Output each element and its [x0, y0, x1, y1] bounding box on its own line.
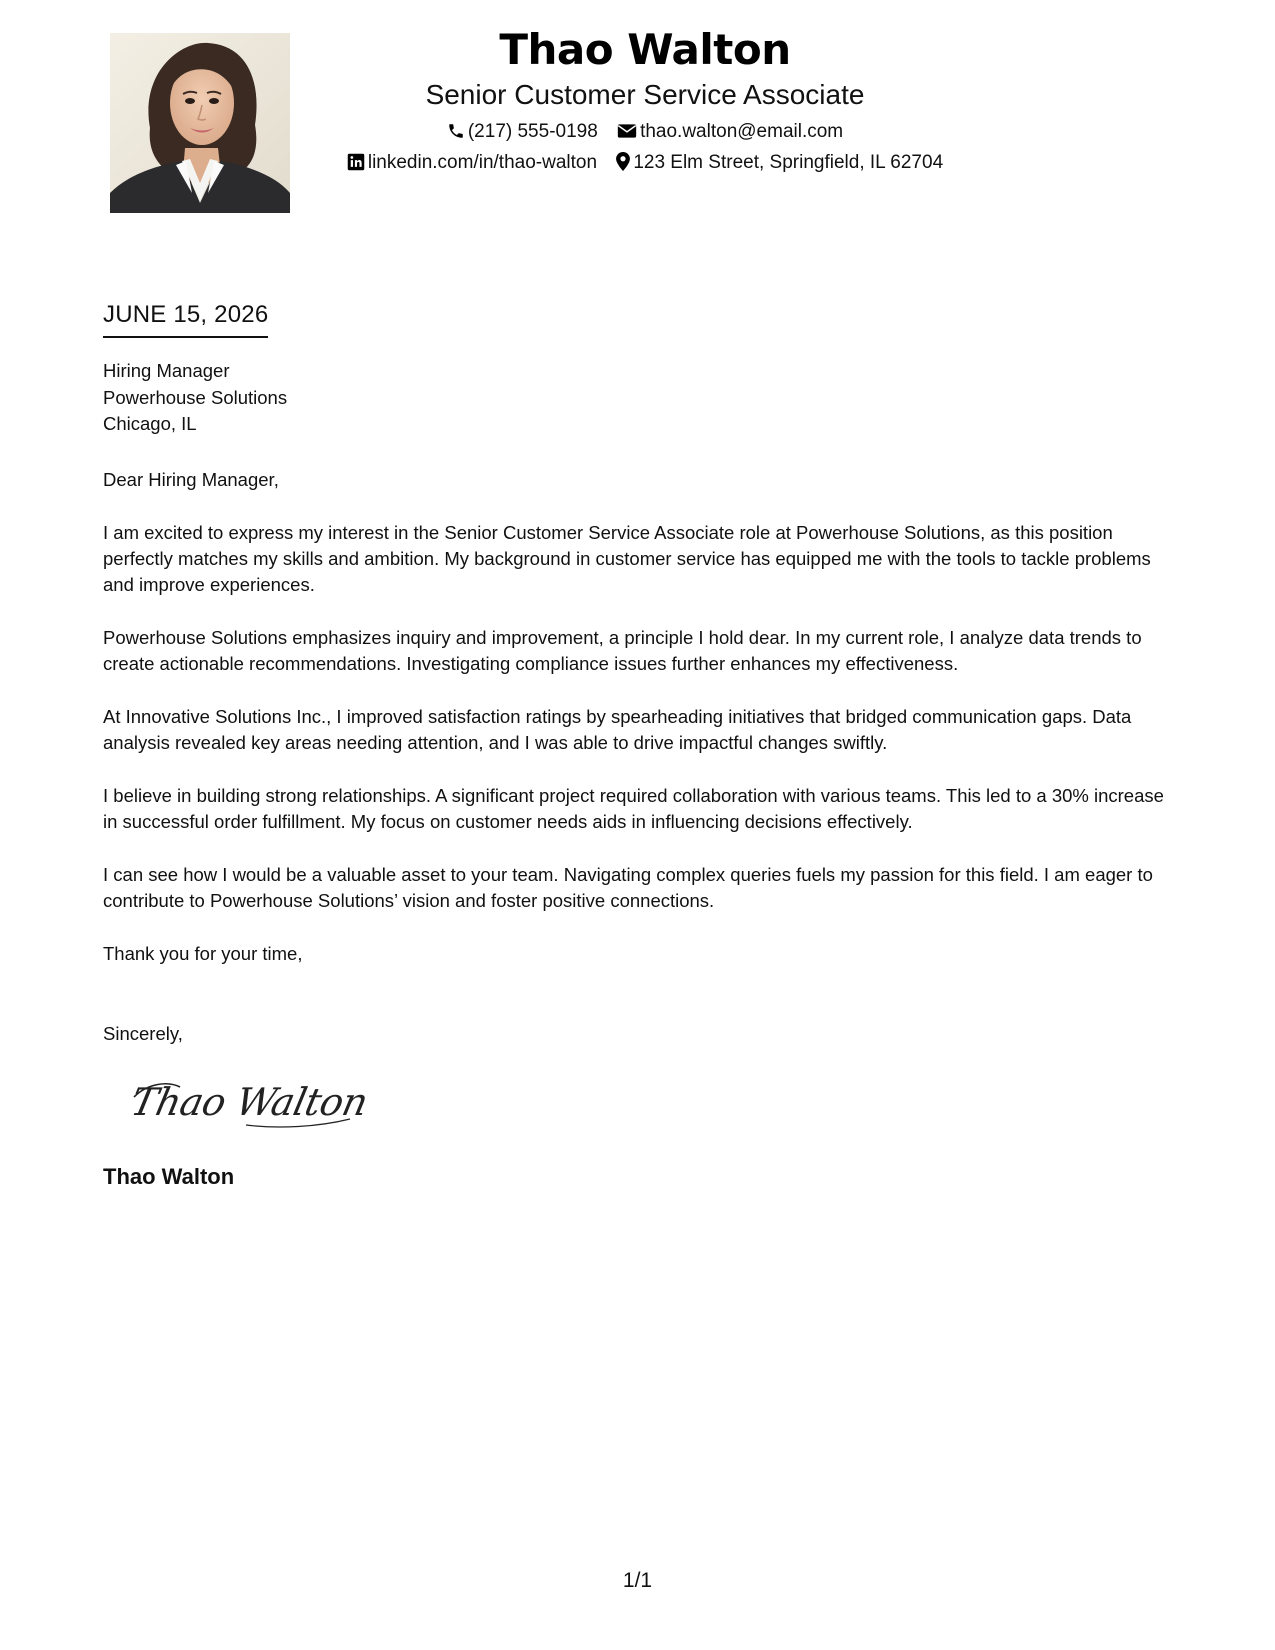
linkedin-contact[interactable] — [347, 151, 597, 175]
portrait-image — [110, 33, 290, 213]
signature-image — [128, 1073, 368, 1133]
thank-you-line: Thank you for your time, — [103, 943, 303, 964]
letter-body — [103, 467, 1183, 994]
salutation: Dear Hiring Manager, — [103, 469, 279, 490]
signed-name: Thao Walton — [103, 1164, 235, 1189]
signature-text: Thao Walton — [128, 1080, 368, 1125]
phone-icon — [447, 122, 465, 140]
applicant-name: Thao Walton — [499, 25, 791, 74]
body-paragraph: I believe in building strong relationships. A significant project required collaboration with various teams. This led to a 30% increase in successful order fulfillment. My focus on customer needs aids in influencing decisions effectively. — [103, 785, 1164, 832]
address-contact — [616, 151, 943, 175]
phone-contact[interactable] — [447, 120, 598, 144]
handwritten-signature — [128, 1073, 368, 1133]
map-pin-icon — [616, 152, 630, 171]
letter-date: JUNE 15, 2026 — [103, 300, 268, 338]
recipient-block — [103, 358, 287, 438]
linkedin-icon — [347, 153, 365, 171]
body-paragraph: I can see how I would be a valuable asset to your team. Navigating complex queries fuels my passion for this field. I am eager to contribute to Powerhouse Solutions’ vision and foster positive connections. — [103, 864, 1153, 911]
body-paragraph: I am excited to express my interest in the Senior Customer Service Associate role at Powerhouse Solutions, as this position perfectly matches my skills and ambition. My background in customer service has equipped me with the tools to tackle problems and improve experiences. — [103, 522, 1151, 595]
recipient-line: Hiring Manager — [103, 360, 230, 381]
linkedin-text: linkedin.com/in/thao-walton — [367, 152, 598, 173]
recipient-line: Powerhouse Solutions — [103, 386, 288, 408]
phone-text: (217) 555-0198 — [467, 121, 598, 142]
envelope-icon — [617, 122, 637, 140]
email-text: thao.walton@email.com — [640, 121, 844, 142]
body-paragraph: Powerhouse Solutions emphasizes inquiry and improvement, a principle I hold dear. In my current role, I analyze data trends to create actionable recommendations. Investigating compliance issues further enhances my effectiveness. — [103, 627, 1142, 674]
body-paragraph: At Innovative Solutions Inc., I improved satisfaction ratings by spearheading initiatives that bridged communication gaps. Data analysis revealed key areas needing attention, and I was able to drive impactful changes swiftly. — [103, 706, 1132, 753]
email-contact[interactable] — [617, 120, 843, 144]
letter-date-block — [103, 300, 268, 338]
address-text: 123 Elm Street, Springfield, IL 62704 — [633, 152, 944, 173]
closing: Sincerely, — [103, 1023, 183, 1044]
contact-row-2 — [300, 151, 990, 175]
profile-photo — [110, 33, 290, 213]
page-number: 1/1 — [622, 1569, 653, 1592]
job-title: Senior Customer Service Associate — [425, 79, 865, 110]
contact-row-1 — [300, 120, 990, 144]
recipient-line: Chicago, IL — [103, 413, 197, 434]
resume-header — [300, 24, 990, 175]
